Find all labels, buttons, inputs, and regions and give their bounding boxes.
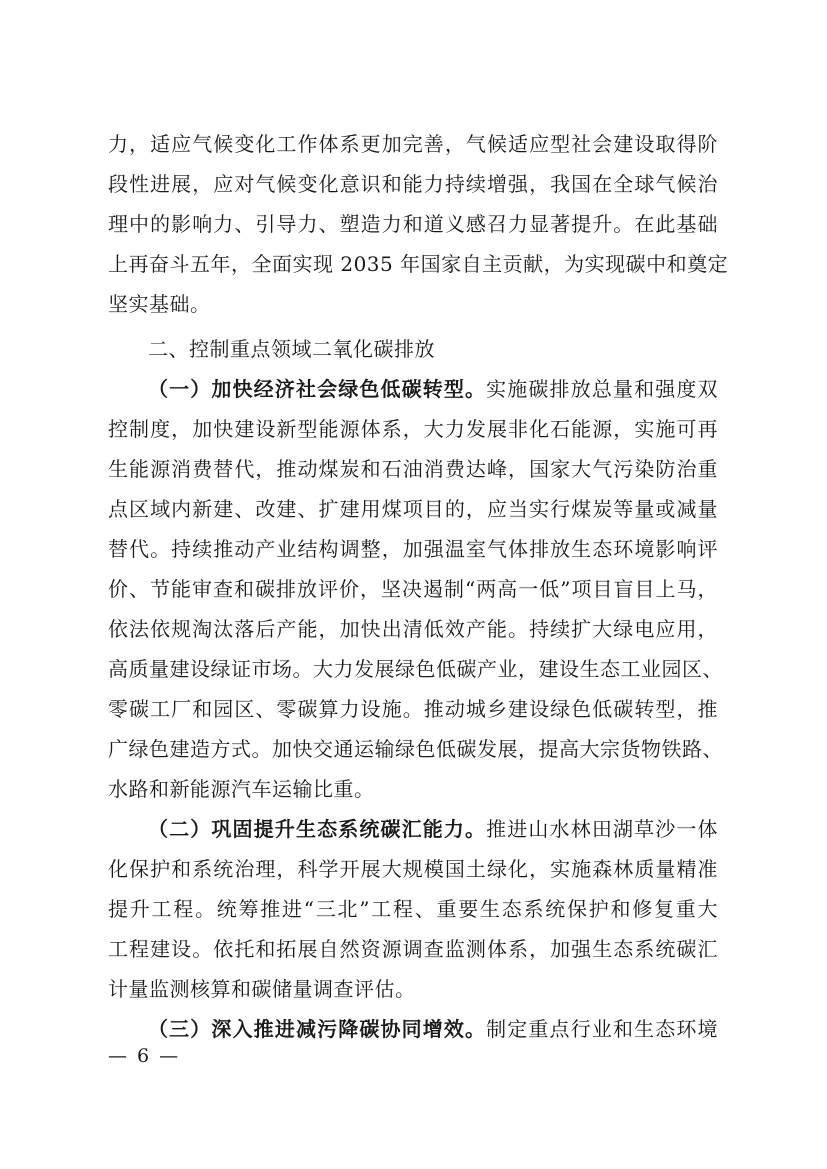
body-text-line: 水路和新能源汽车运输比重。 <box>108 777 375 801</box>
body-text-span: 实施碳排放总量和强度双 <box>486 377 719 401</box>
page-number: — 6 — <box>108 1045 181 1067</box>
subsection-first-line <box>148 369 718 409</box>
body-text-line: 广绿色建造方式。加快交通运输绿色低碳发展，提高大宗货物铁路、 <box>108 737 723 761</box>
subsection-heading: （二）巩固提升生态系统碳汇能力。 <box>148 817 487 841</box>
body-text-line: 力，适应气候变化工作体系更加完善，气候适应型社会建设取得阶 <box>108 132 718 156</box>
section-heading: 二、控制重点领域二氧化碳排放 <box>148 337 435 361</box>
body-text-line: 计量监测核算和碳储量调查评估。 <box>108 977 416 1001</box>
body-text-line: 点区域内新建、改建、扩建用煤项目的，应当实行煤炭等量或减量 <box>108 497 718 521</box>
body-text-line: 提升工程。统筹推进“三北”工程、重要生态系统保护和修复重大 <box>108 897 718 921</box>
subsection-heading: （三）深入推进减污降碳协同增效。 <box>148 1017 487 1041</box>
subsection-first-line <box>148 1009 718 1049</box>
body-text-line: 坚实基础。 <box>108 292 211 316</box>
subsection-heading: （一）加快经济社会绿色低碳转型。 <box>148 377 487 401</box>
body-text-line: 生能源消费替代，推动煤炭和石油消费达峰，国家大气污染防治重 <box>108 457 718 481</box>
body-text-line: 上再奋斗五年，全面实现 2035 年国家自主贡献，为实现碳中和奠定 <box>108 252 729 276</box>
body-text-line: 控制度，加快建设新型能源体系，大力发展非化石能源，实施可再 <box>108 417 718 441</box>
body-text-line: 化保护和系统治理，科学开展大规模国土绿化，实施森林质量精准 <box>108 857 718 881</box>
body-text-span: 制定重点行业和生态环境 <box>486 1017 719 1041</box>
body-text-line: 工程建设。依托和拓展自然资源调查监测体系，加强生态系统碳汇 <box>108 937 718 961</box>
body-text-line: 理中的影响力、引导力、塑造力和道义感召力显著提升。在此基础 <box>108 212 718 236</box>
body-text-line: 替代。持续推动产业结构调整，加强温室气体排放生态环境影响评 <box>108 537 718 561</box>
body-text-line: 依法依规淘汰落后产能，加快出清低效产能。持续扩大绿电应用， <box>108 617 718 641</box>
subsection-first-line <box>148 809 718 849</box>
body-text-line: 价、节能审查和碳排放评价，坚决遏制“两高一低”项目盲目上马， <box>108 577 718 601</box>
body-text-span: 推进山水林田湖草沙一体 <box>486 817 719 841</box>
body-text-line: 段性进展，应对气候变化意识和能力持续增强，我国在全球气候治 <box>108 172 718 196</box>
body-text-line: 高质量建设绿证市场。大力发展绿色低碳产业，建设生态工业园区、 <box>108 657 723 681</box>
body-text-line: 零碳工厂和园区、零碳算力设施。推动城乡建设绿色低碳转型，推 <box>108 697 718 721</box>
